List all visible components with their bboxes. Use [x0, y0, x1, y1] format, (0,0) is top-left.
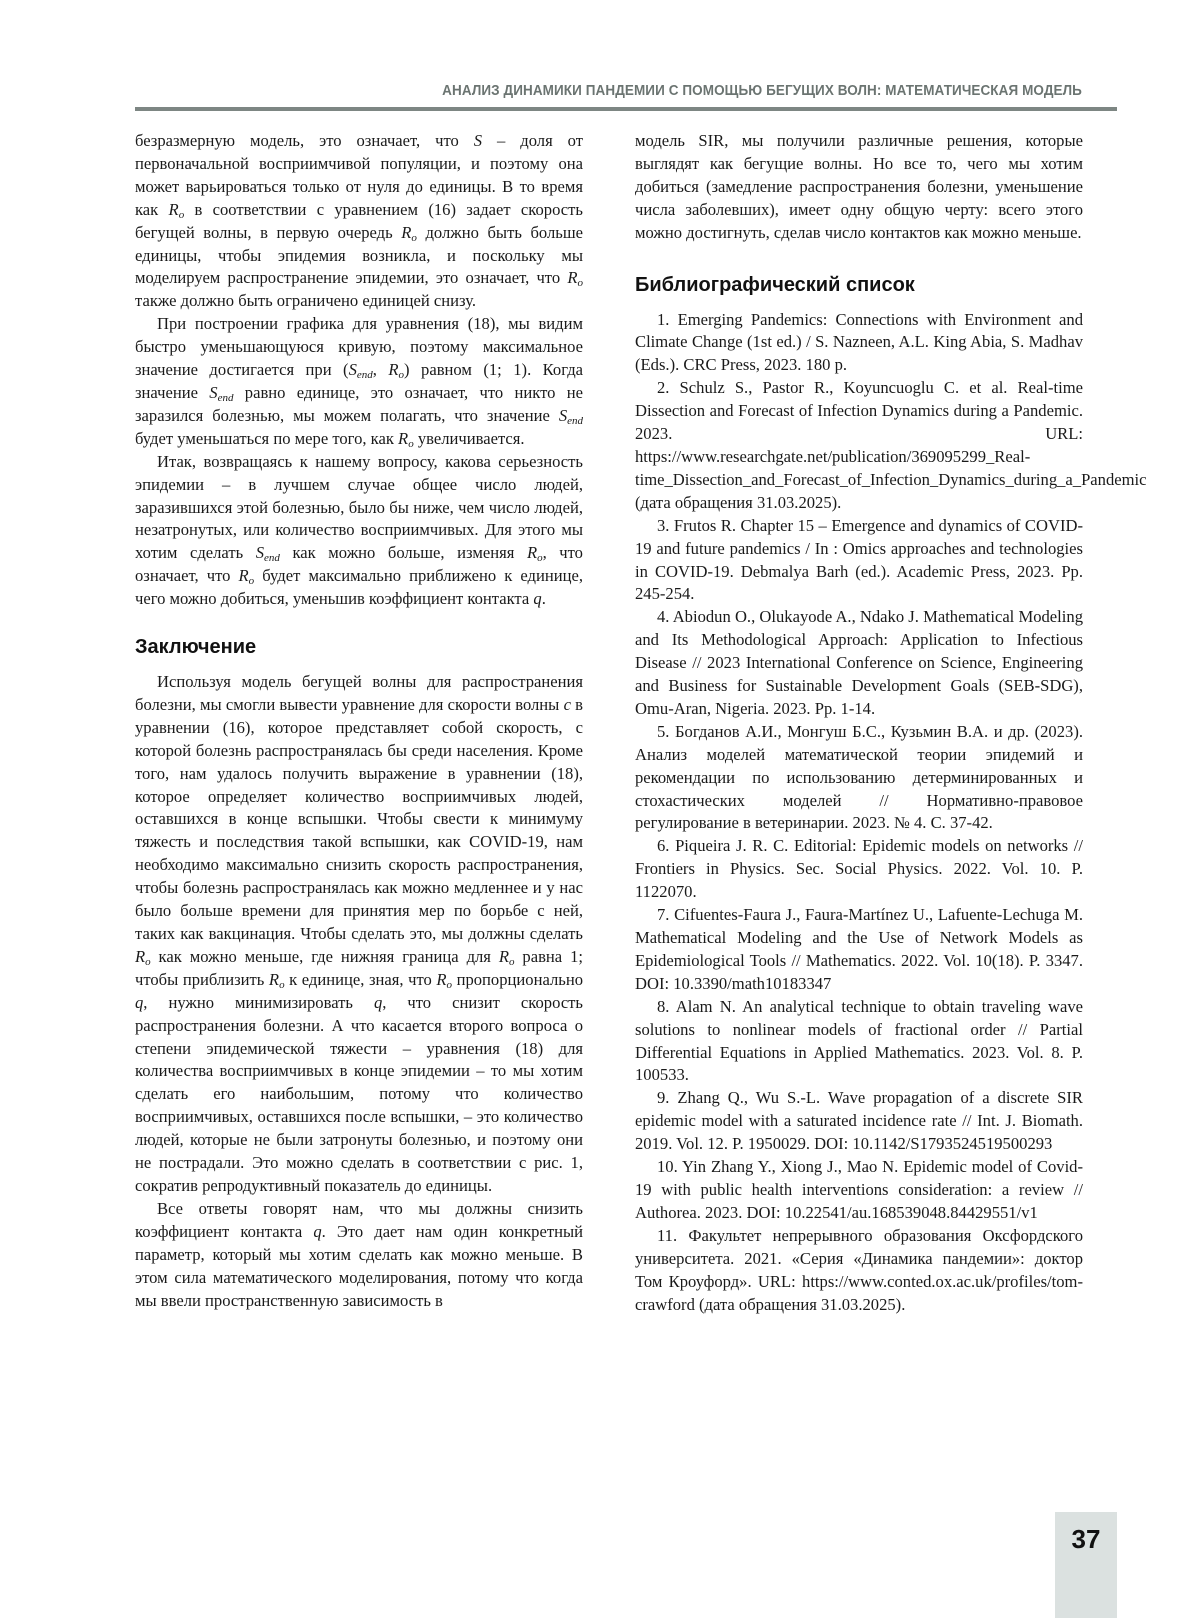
- reference-list: [635, 309, 1083, 1317]
- paragraph: Итак, возвращаясь к нашему вопросу, какова серьезность эпидемии – в лучшем случае общее число людей, заразившихся этой болезнью, было бы ниже, чем число людей, незатронутых, или количество восприимчивых. Для этого мы хотим сделать Send как можно больше, изменяя Ro, что означает, что Ro будет максимально приближено к единице, чего можно добиться, уменьшив коэффициент контакта q.: [135, 451, 583, 611]
- reference-item: 2. Schulz S., Pastor R., Koyuncuoglu C. et al. Real-time Dissection and Forecast of Infection Dynamics during a Pandemic. 2023. URL: https://www.researchgate.net/publication/369095299_Real-time_Dissection_and_Forecast_of_Infection_Dynamics_during_a_Pandemic (дата обращения 31.03.2025).: [635, 377, 1083, 514]
- left-column: [135, 130, 583, 1312]
- page-number-box: [1055, 1512, 1117, 1618]
- paragraph: Все ответы говорят нам, что мы должны снизить коэффициент контакта q. Это дает нам один конкретный параметр, который мы хотим сделать как можно меньше. В этом сила математического моделирования, потому что когда мы ввели пространственную зависимость в: [135, 1198, 583, 1313]
- reference-item: 5. Богданов А.И., Монгуш Б.С., Кузьмин В.А. и др. (2023). Анализ моделей математической теории эпидемий и рекомендации по использованию детерминированных и стохастических моделей // Нормативно-правовое регулирование в ветеринарии. 2023. № 4. С. 37-42.: [635, 721, 1083, 836]
- right-column: [635, 130, 1083, 1316]
- reference-item: 10. Yin Zhang Y., Xiong J., Mao N. Epidemic model of Covid-19 with public health interventions consideration: a review // Authorea. 2023. DOI: 10.22541/au.168539048.84429551/v1: [635, 1156, 1083, 1225]
- reference-item: 6. Piqueira J. R. C. Editorial: Epidemic models on networks // Frontiers in Physics. Sec. Social Physics. 2022. Vol. 10. P. 1122070.: [635, 835, 1083, 904]
- reference-item: 1. Emerging Pandemics: Connections with Environment and Climate Change (1st ed.) / S. Nazneen, A.L. King Abia, S. Madhav (Eds.). CRC Press, 2023. 180 p.: [635, 309, 1083, 378]
- reference-item: 9. Zhang Q., Wu S.-L. Wave propagation of a discrete SIR epidemic model with a saturated incidence rate // Int. J. Biomath. 2019. Vol. 12. P. 1950029. DOI: 10.1142/S1793524519500293: [635, 1087, 1083, 1156]
- reference-item: 4. Abiodun O., Olukayode A., Ndako J. Mathematical Modeling and Its Methodological Approach: Application to Infectious Disease // 2023 International Conference on Science, Engineering and Business for Sustainable Development Goals (SEB-SDG), Omu-Aran, Nigeria. 2023. Pp. 1-14.: [635, 606, 1083, 721]
- reference-item: 8. Alam N. An analytical technique to obtain traveling wave solutions to nonlinear models of fractional order // Partial Differential Equations in Applied Mathematics. 2023. Vol. 8. P. 100533.: [635, 996, 1083, 1088]
- paragraph: безразмерную модель, это означает, что S – доля от первоначальной восприимчивой популяции, и поэтому она может варьироваться только от нуля до единицы. В то время как Ro в соответствии с уравнением (16) задает скорость бегущей волны, в первую очередь Ro должно быть больше единицы, чтобы эпидемия возникла, и поскольку мы моделируем распространение эпидемии, это означает, что Ro также должно быть ограничено единицей снизу.: [135, 130, 583, 313]
- reference-item: 11. Факультет непрерывного образования Оксфордского университета. 2021. «Серия «Динамика пандемии»: доктор Том Кроуфорд». URL: https://www.conted.ox.ac.uk/profiles/tom-crawford (дата обращения 31.03.2025).: [635, 1225, 1083, 1317]
- conclusion-heading: Заключение: [135, 635, 583, 659]
- paragraph: Используя модель бегущей волны для распространения болезни, мы смогли вывести уравнение для скорости волны c в уравнении (16), которое представляет собой скорость, с которой болезнь распространялась бы среди населения. Кроме того, нам удалось получить выражение в уравнении (18), которое определяет количество восприимчивых людей, оставшихся в конце вспышки. Чтобы свести к минимуму тяжесть и последствия такой вспышки, как COVID-19, нам необходимо максимально снизить скорость распространения, чтобы болезнь распространялась как можно медленнее и у нас было больше времени для принятия мер по борьбе с ней, таких как вакцинация. Чтобы сделать это, мы должны сделать Ro как можно меньше, где нижняя граница для Ro равна 1; чтобы приблизить Ro к единице, зная, что Ro пропорционально q, нужно минимизировать q, что снизит скорость распространения болезни. А что касается второго вопроса о степени эпидемической тяжести – уравнения (18) для количества восприимчивых в конце эпидемии – то мы хотим сделать его наибольшим, потому что количество восприимчивых, оставшихся после вспышки, – это количество людей, которые не были затронуты болезнью, и поэтому они не пострадали. Это можно сделать в соответствии с рис. 1, сократив репродуктивный показатель до единицы.: [135, 671, 583, 1198]
- reference-item: 3. Frutos R. Chapter 15 – Emergence and dynamics of COVID-19 and future pandemics / In : Omics approaches and technologies in COVID-19. Debmalya Barh (ed.). Academic Press, 2023. Pp. 245-254.: [635, 515, 1083, 607]
- reference-item: 7. Cifuentes-Faura J., Faura-Martínez U., Lafuente-Lechuga M. Mathematical Modeling and the Use of Network Models as Epidemiological Tools // Mathematics. 2022. Vol. 10(18). P. 3347. DOI: 10.3390/math10183347: [635, 904, 1083, 996]
- running-title: АНАЛИЗ ДИНАМИКИ ПАНДЕМИИ С ПОМОЩЬЮ БЕГУЩИХ ВОЛН: МАТЕМАТИЧЕСКАЯ МОДЕЛЬ: [442, 83, 1082, 99]
- page-number: 37: [1055, 1524, 1117, 1555]
- paragraph: При построении графика для уравнения (18), мы видим быстро уменьшающуюся кривую, поэтому максимальное значение достигается при (Send, Ro) равном (1; 1). Когда значение Send равно единице, это означает, что никто не заразился болезнью, мы можем полагать, что значение Send будет уменьшаться по мере того, как Ro увеличивается.: [135, 313, 583, 450]
- paragraph: модель SIR, мы получили различные решения, которые выглядят как бегущие волны. Но все то, чего мы хотим добиться (замедление распространения болезни, уменьшение числа заболевших), имеет одну общую черту: всего этого можно достигнуть, сделав число контактов как можно меньше.: [635, 130, 1083, 245]
- bibliography-heading: Библиографический список: [635, 273, 1083, 297]
- header-rule: [135, 107, 1117, 111]
